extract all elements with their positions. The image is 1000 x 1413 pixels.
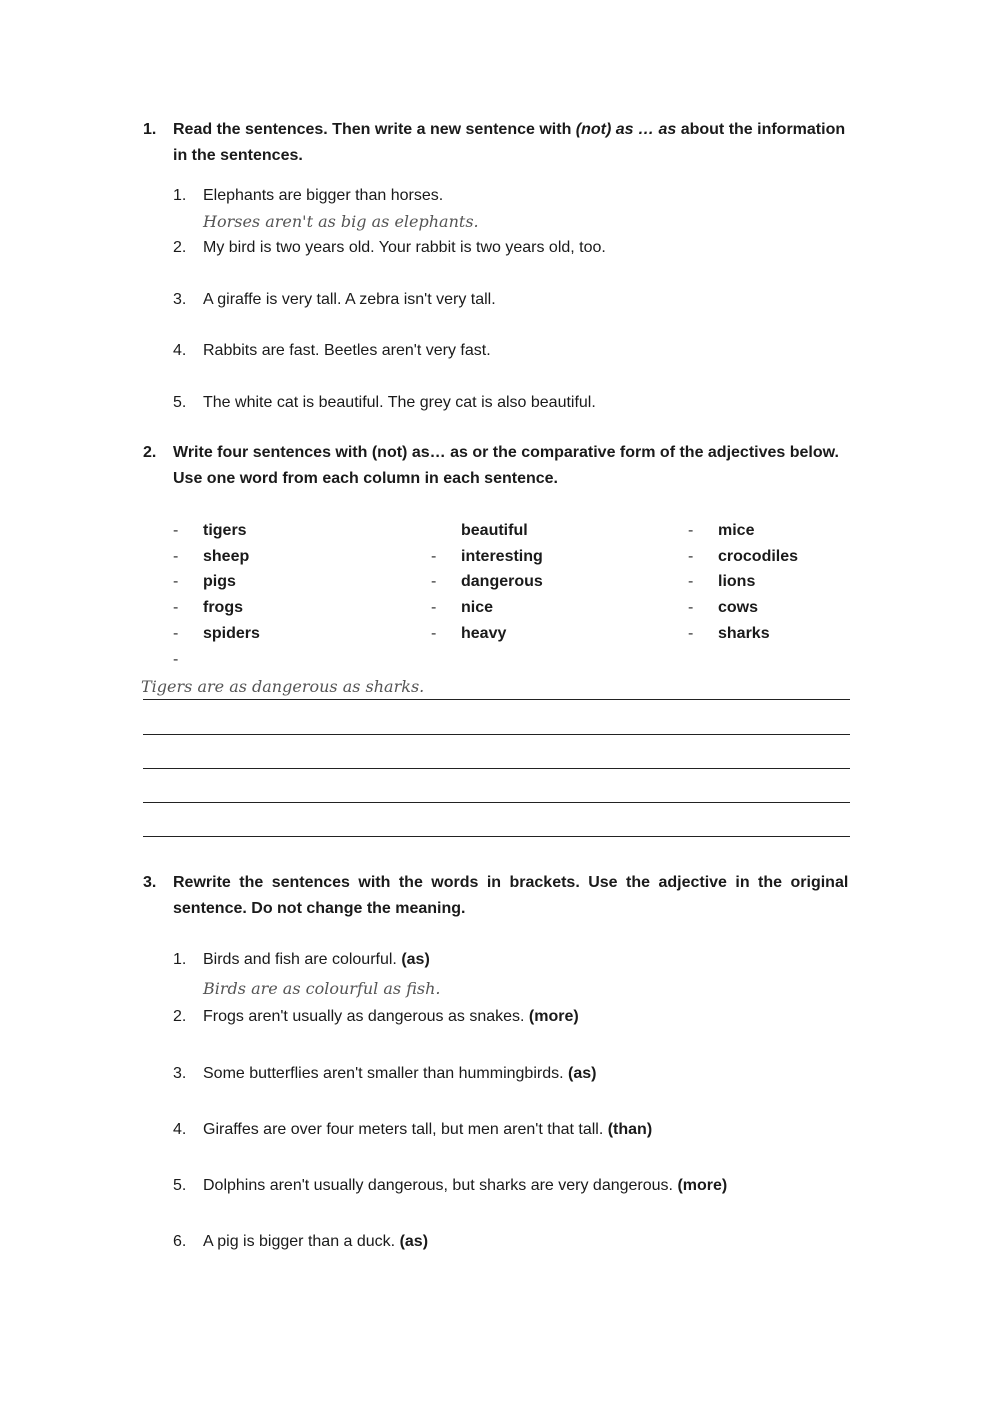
bullet-dash: - xyxy=(688,522,694,539)
s1-item-number: 1. xyxy=(173,187,187,204)
s3-item-word: (as) xyxy=(401,951,430,968)
s3-item-number: 1. xyxy=(173,951,187,968)
section-3-heading-line2: sentence. Do not change the meaning. xyxy=(173,900,466,917)
s1-item-number: 4. xyxy=(173,342,187,359)
section-1-number: 1. xyxy=(143,121,157,138)
s3-item-text: Giraffes are over four meters tall, but men aren't that tall. xyxy=(203,1121,608,1138)
section-2-number: 2. xyxy=(143,444,157,461)
answer-line xyxy=(143,768,850,769)
s1-item-text: My bird is two years old. Your rabbit is two years old, too. xyxy=(203,239,606,256)
section-1-heading xyxy=(173,121,845,139)
column-2-word: interesting xyxy=(461,548,543,565)
s3-item-number: 3. xyxy=(173,1065,187,1082)
s3-item-text: Dolphins aren't usually dangerous, but sharks are very dangerous. xyxy=(203,1177,678,1194)
bullet-dash: - xyxy=(173,522,179,539)
s1-item-number: 5. xyxy=(173,394,187,411)
s1-item-text: The white cat is beautiful. The grey cat is also beautiful. xyxy=(203,394,596,411)
column-3-word: mice xyxy=(718,522,755,539)
bullet-dash: - xyxy=(173,651,179,668)
s3-item-word: (as) xyxy=(568,1065,597,1082)
bullet-dash: - xyxy=(173,625,179,642)
s2-example-answer: Tigers are as dangerous as sharks. xyxy=(141,677,425,696)
bullet-dash: - xyxy=(688,573,694,590)
bullet-dash: - xyxy=(688,599,694,616)
s3-item-word: (as) xyxy=(399,1233,429,1250)
column-1-word: frogs xyxy=(203,599,243,616)
section-3-number: 3. xyxy=(143,874,157,891)
s3-item-text: A pig is bigger than a duck. xyxy=(203,1233,400,1250)
section-1-heading-part1: Read the sentences. Then write a new sentence with xyxy=(173,121,576,138)
column-2-word: beautiful xyxy=(461,522,528,539)
s1-item-number: 3. xyxy=(173,291,187,308)
s3-item xyxy=(203,1121,652,1139)
s3-item xyxy=(203,1065,596,1083)
s3-item xyxy=(203,1233,428,1251)
s3-item xyxy=(203,1008,579,1026)
s1-item-text: A giraffe is very tall. A zebra isn't very tall. xyxy=(203,291,496,308)
column-1-word: pigs xyxy=(203,573,236,590)
s3-item-word: (more) xyxy=(677,1177,728,1194)
s1-item-number: 2. xyxy=(173,239,187,256)
s3-item-word: (more) xyxy=(528,1008,579,1025)
bullet-dash: - xyxy=(688,548,694,565)
section-1-heading-part2: about the information xyxy=(676,121,846,138)
s3-item-number: 4. xyxy=(173,1121,187,1138)
bullet-dash: - xyxy=(431,573,437,590)
s1-item-text: Rabbits are fast. Beetles aren't very fast. xyxy=(203,342,491,359)
s3-item xyxy=(203,951,430,969)
column-1-word: spiders xyxy=(203,625,260,642)
answer-line xyxy=(143,802,850,803)
section-1-heading-italic: (not) as … as xyxy=(575,121,677,138)
column-2-word: dangerous xyxy=(461,573,543,590)
column-3-word: cows xyxy=(718,599,759,616)
bullet-dash: - xyxy=(431,625,437,642)
s3-item-number: 5. xyxy=(173,1177,187,1194)
bullet-dash: - xyxy=(431,548,437,565)
answer-line xyxy=(143,734,850,735)
s3-item-number: 2. xyxy=(173,1008,187,1025)
column-1-word: tigers xyxy=(203,522,247,539)
s1-item-text: Elephants are bigger than horses. xyxy=(203,187,444,204)
s3-item-text: Some butterflies aren't smaller than hummingbirds. xyxy=(203,1065,568,1082)
section-2-heading-line1: Write four sentences with (not) as… as or the comparative form of the adjectives below. xyxy=(173,444,839,461)
section-2-heading-line2: Use one word from each column in each sentence. xyxy=(173,470,558,487)
column-2-word: heavy xyxy=(461,625,507,642)
column-3-word: crocodiles xyxy=(718,548,799,565)
s3-item-answer: Birds are as colourful as fish. xyxy=(203,979,441,998)
section-3-heading-line1: Rewrite the sentences with the words in brackets. Use the adjective in the original xyxy=(173,874,849,891)
answer-line xyxy=(143,836,850,837)
column-3-word: sharks xyxy=(718,625,770,642)
bullet-dash: - xyxy=(173,599,179,616)
s1-item-answer: Horses aren't as big as elephants. xyxy=(203,212,479,231)
section-1-heading-line2: in the sentences. xyxy=(173,147,303,164)
s3-item-number: 6. xyxy=(173,1233,187,1250)
bullet-dash: - xyxy=(688,625,694,642)
bullet-dash: - xyxy=(431,599,437,616)
column-1-word: sheep xyxy=(203,548,250,565)
s3-item-text: Frogs aren't usually as dangerous as snakes. xyxy=(203,1008,529,1025)
s3-item xyxy=(203,1177,727,1195)
s3-item-word: (than) xyxy=(607,1121,653,1138)
column-2-word: nice xyxy=(461,599,494,616)
bullet-dash: - xyxy=(173,548,179,565)
column-3-word: lions xyxy=(718,573,756,590)
bullet-dash: - xyxy=(173,573,179,590)
answer-line xyxy=(143,699,850,700)
s3-item-text: Birds and fish are colourful. xyxy=(203,951,402,968)
